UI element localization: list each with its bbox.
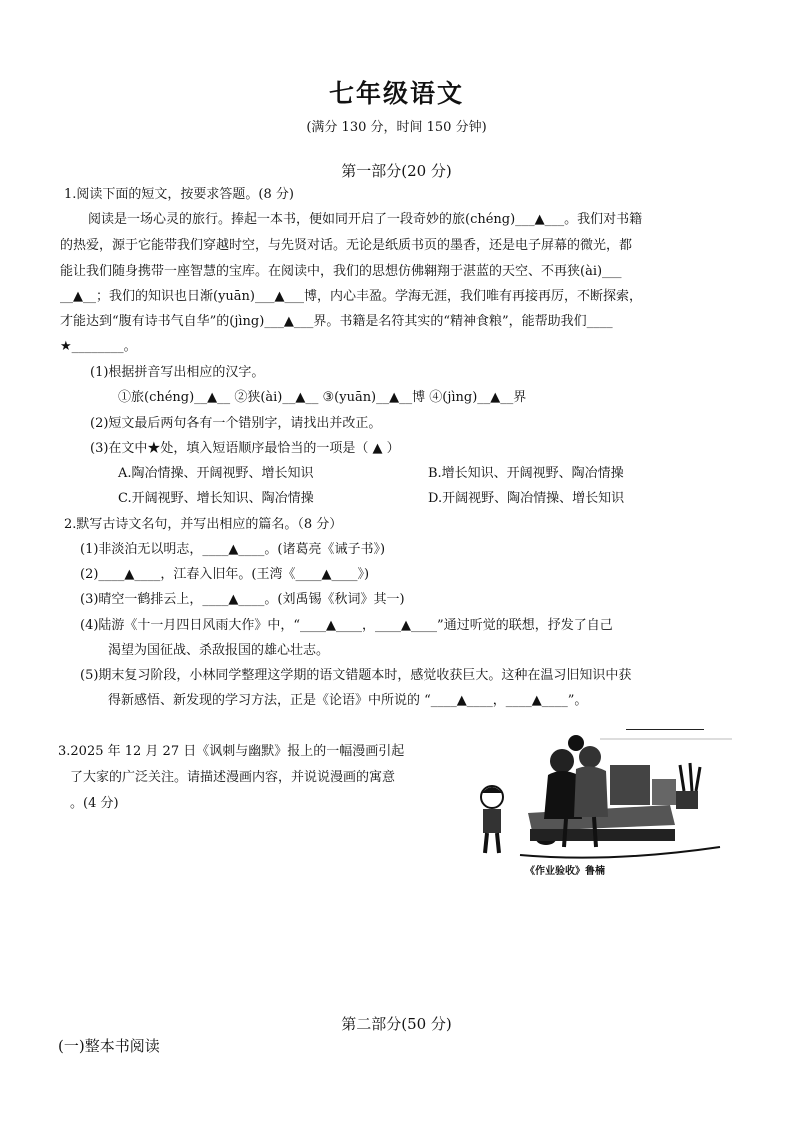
cartoon-caption: 《作业验收》鲁楠	[525, 866, 605, 877]
q1-sub1: (1)根据拼音写出相应的汉字。	[90, 365, 265, 380]
q1-passage-line: __▲__；我们的知识也日渐(yuān)___▲___博，内心丰盈。学海无涯，我们唯有再接再厉，不断探索，	[60, 289, 642, 304]
page-subtitle: (满分 130 分，时间 150 分钟)	[306, 120, 487, 135]
q2-line: (4)陆游《十一月四日风雨大作》中，“____▲____，____▲____”通过听觉的联想，抒发了自己	[80, 618, 613, 633]
cartoon-image	[470, 735, 742, 883]
q2-stem: 2.默写古诗文名句，并写出相应的篇名。（8 分）	[64, 517, 343, 532]
part2-heading: 第二部分(50 分)	[341, 1015, 452, 1033]
q1-option-b: B.增长知识、开阔视野、陶冶情操	[428, 466, 624, 481]
q1-passage-line: 的热爱，源于它能带我们穿越时空，与先贤对话。无论是纸质书页的墨香，还是电子屏幕的微光，都	[60, 238, 633, 253]
q2-line: 得新感悟、新发现的学习方法，正是《论语》中所说的 “____▲____，____▲____”。	[108, 693, 588, 708]
q1-sub1-blanks: ①旅(chéng)__▲__ ②狭(ài)__▲__ ③(yuān)__▲__博 ④(jìng)__▲__界	[118, 390, 527, 405]
q1-option-a: A.陶冶情操、开阔视野、增长知识	[118, 466, 314, 481]
underline-rule	[626, 729, 704, 730]
q1-sub3: (3)在文中★处，填入短语顺序最恰当的一项是（ ▲ ）	[90, 441, 400, 456]
part1-heading: 第一部分(20 分)	[341, 162, 452, 180]
q3-line: 3.2025 年 12 月 27 日《讽刺与幽默》报上的一幅漫画引起	[58, 744, 405, 759]
q1-passage-line: ★________。	[60, 339, 137, 354]
q2-line: (5)期末复习阶段，小林同学整理这学期的语文错题本时，感觉收获巨大。这种在温习旧知识中获	[80, 668, 632, 683]
q1-passage-line: 能让我们随身携带一座智慧的宝库。在阅读中，我们的思想仿佛翱翔于湛蓝的天空、不再狭(ài)___	[60, 264, 622, 279]
q1-passage-line: 阅读是一场心灵的旅行。捧起一本书，便如同开启了一段奇妙的旅(chéng)___▲___。我们对书籍	[88, 212, 643, 227]
q1-passage-line: 才能达到“腹有诗书气自华”的(jìng)___▲___界。书籍是名符其实的“精神食粮”，能帮助我们____	[60, 314, 613, 329]
q3-line: 了大家的广泛关注。请描述漫画内容，并说说漫画的寓意	[70, 770, 396, 785]
q2-line: (3)晴空一鹤排云上，____▲____。(刘禹锡《秋词》其一)	[80, 592, 405, 607]
page-title: 七年级语文	[328, 79, 464, 108]
q1-option-d: D.开阔视野、陶冶情操、增长知识	[428, 491, 625, 506]
q2-line: 渴望为国征战、杀敌报国的雄心壮志。	[108, 643, 330, 658]
q3-line: 。(4 分)	[70, 796, 119, 811]
q1-stem: 1.阅读下面的短文，按要求答题。(8 分)	[64, 187, 294, 202]
q1-option-c: C.开阔视野、增长知识、陶冶情操	[118, 491, 314, 506]
q2-line: (2)____▲____，江春入旧年。(王湾《____▲____》)	[80, 567, 370, 582]
q2-line: (1)非淡泊无以明志，____▲____。(诸葛亮《诫子书》)	[80, 542, 386, 557]
section-heading: (一)整本书阅读	[58, 1037, 160, 1055]
q1-sub2: (2)短文最后两句各有一个错别字，请找出并改正。	[90, 416, 382, 431]
